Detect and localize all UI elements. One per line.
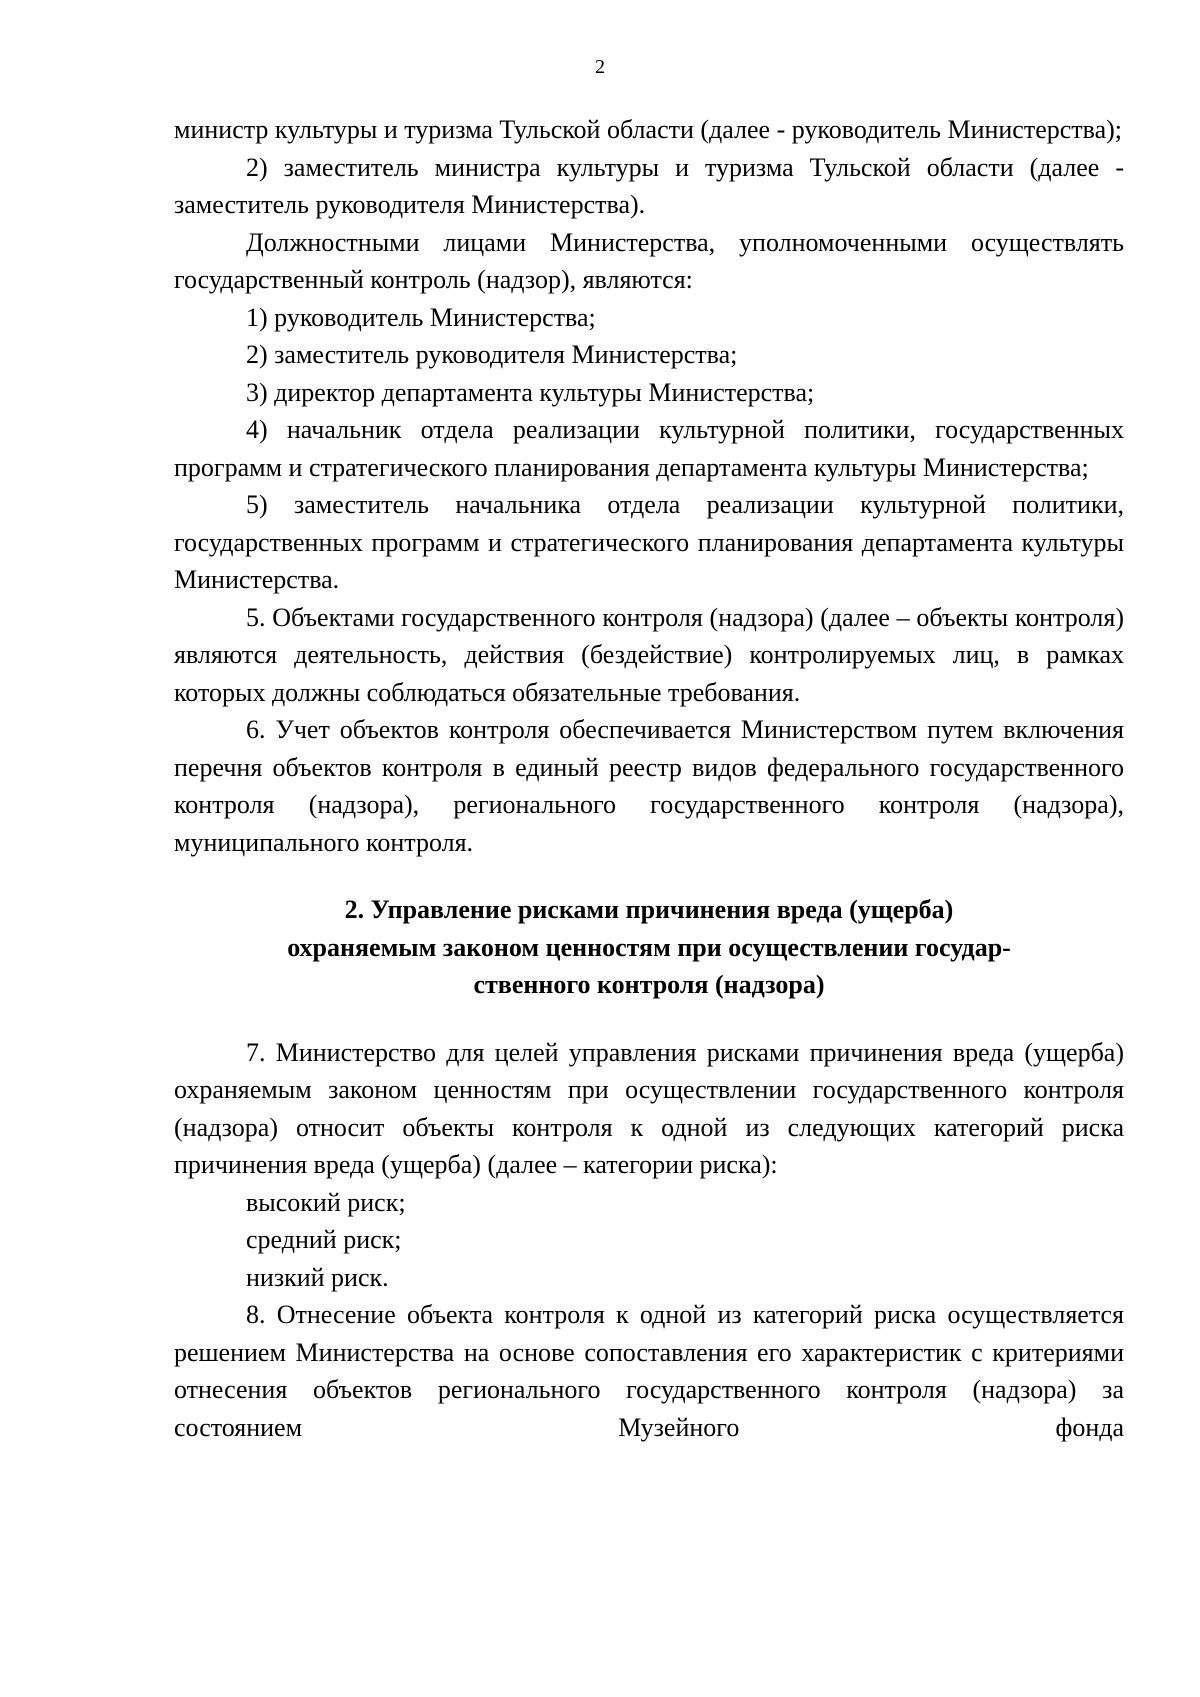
document-body — [174, 111, 1124, 1446]
section-heading-line: охраняемым законом ценностям при осуществлении государ- — [287, 932, 1011, 962]
list-item: 3) директор департамента культуры Министерства; — [246, 377, 815, 407]
list-item: 5) заместитель начальника отдела реализации культурной политики, государственных программ и стратегического планирования департамента культуры Министерства. — [174, 490, 1124, 594]
list-item: 1) руководитель Министерства; — [246, 302, 596, 332]
list-item: высокий риск; — [246, 1187, 406, 1217]
list-item: 2) заместитель руководителя Министерства; — [246, 340, 738, 369]
paragraph: Должностными лицами Министерства, уполномоченными осуществлять государственный контроль (надзор), являются: — [174, 227, 1124, 294]
paragraph: министр культуры и туризма Тульской области (далее - руководитель Министерства); — [174, 115, 1123, 144]
paragraph: 8. Отнесение объекта контроля к одной из категорий риска осуществляется решением Министерства на основе сопоставления его характеристик с критериями отнесения объектов регионального государственного контроля (надзора) за состоянием Музейного фонда — [174, 1300, 1124, 1442]
section-heading-line: 2. Управление рисками причинения вреда (ущерба) — [344, 895, 954, 924]
list-item: 4) начальник отдела реализации культурной политики, государственных программ и стратегического планирования департамента культуры Министерства; — [174, 415, 1124, 482]
section-heading-line: ственного контроля (надзора) — [473, 970, 825, 999]
paragraph: 7. Министерство для целей управления рисками причинения вреда (ущерба) охраняемым законом ценностям при осуществлении государственного контроля (надзора) относит объекты контроля к одной из следующих категорий риска причинения вреда (ущерба) (далее – категории риска): — [174, 1037, 1124, 1179]
page-number: 2 — [595, 56, 605, 78]
paragraph: 6. Учет объектов контроля обеспечивается Министерством путем включения перечня объектов контроля в единый реестр видов федерального государственного контроля (надзора), регионального государственного контроля (надзора), муниципального контроля. — [174, 715, 1124, 857]
list-item: низкий риск. — [246, 1262, 389, 1292]
paragraph: 2) заместитель министра культуры и туризма Тульской области (далее - заместитель руководителя Министерства). — [174, 152, 1124, 219]
paragraph: 5. Объектами государственного контроля (надзора) (далее – объекты контроля) являются деятельность, действия (бездействие) контролируемых лиц, в рамках которых должны соблюдаться обязательные требования. — [174, 602, 1124, 707]
list-item: средний риск; — [246, 1225, 402, 1254]
section-heading — [174, 891, 1124, 1004]
